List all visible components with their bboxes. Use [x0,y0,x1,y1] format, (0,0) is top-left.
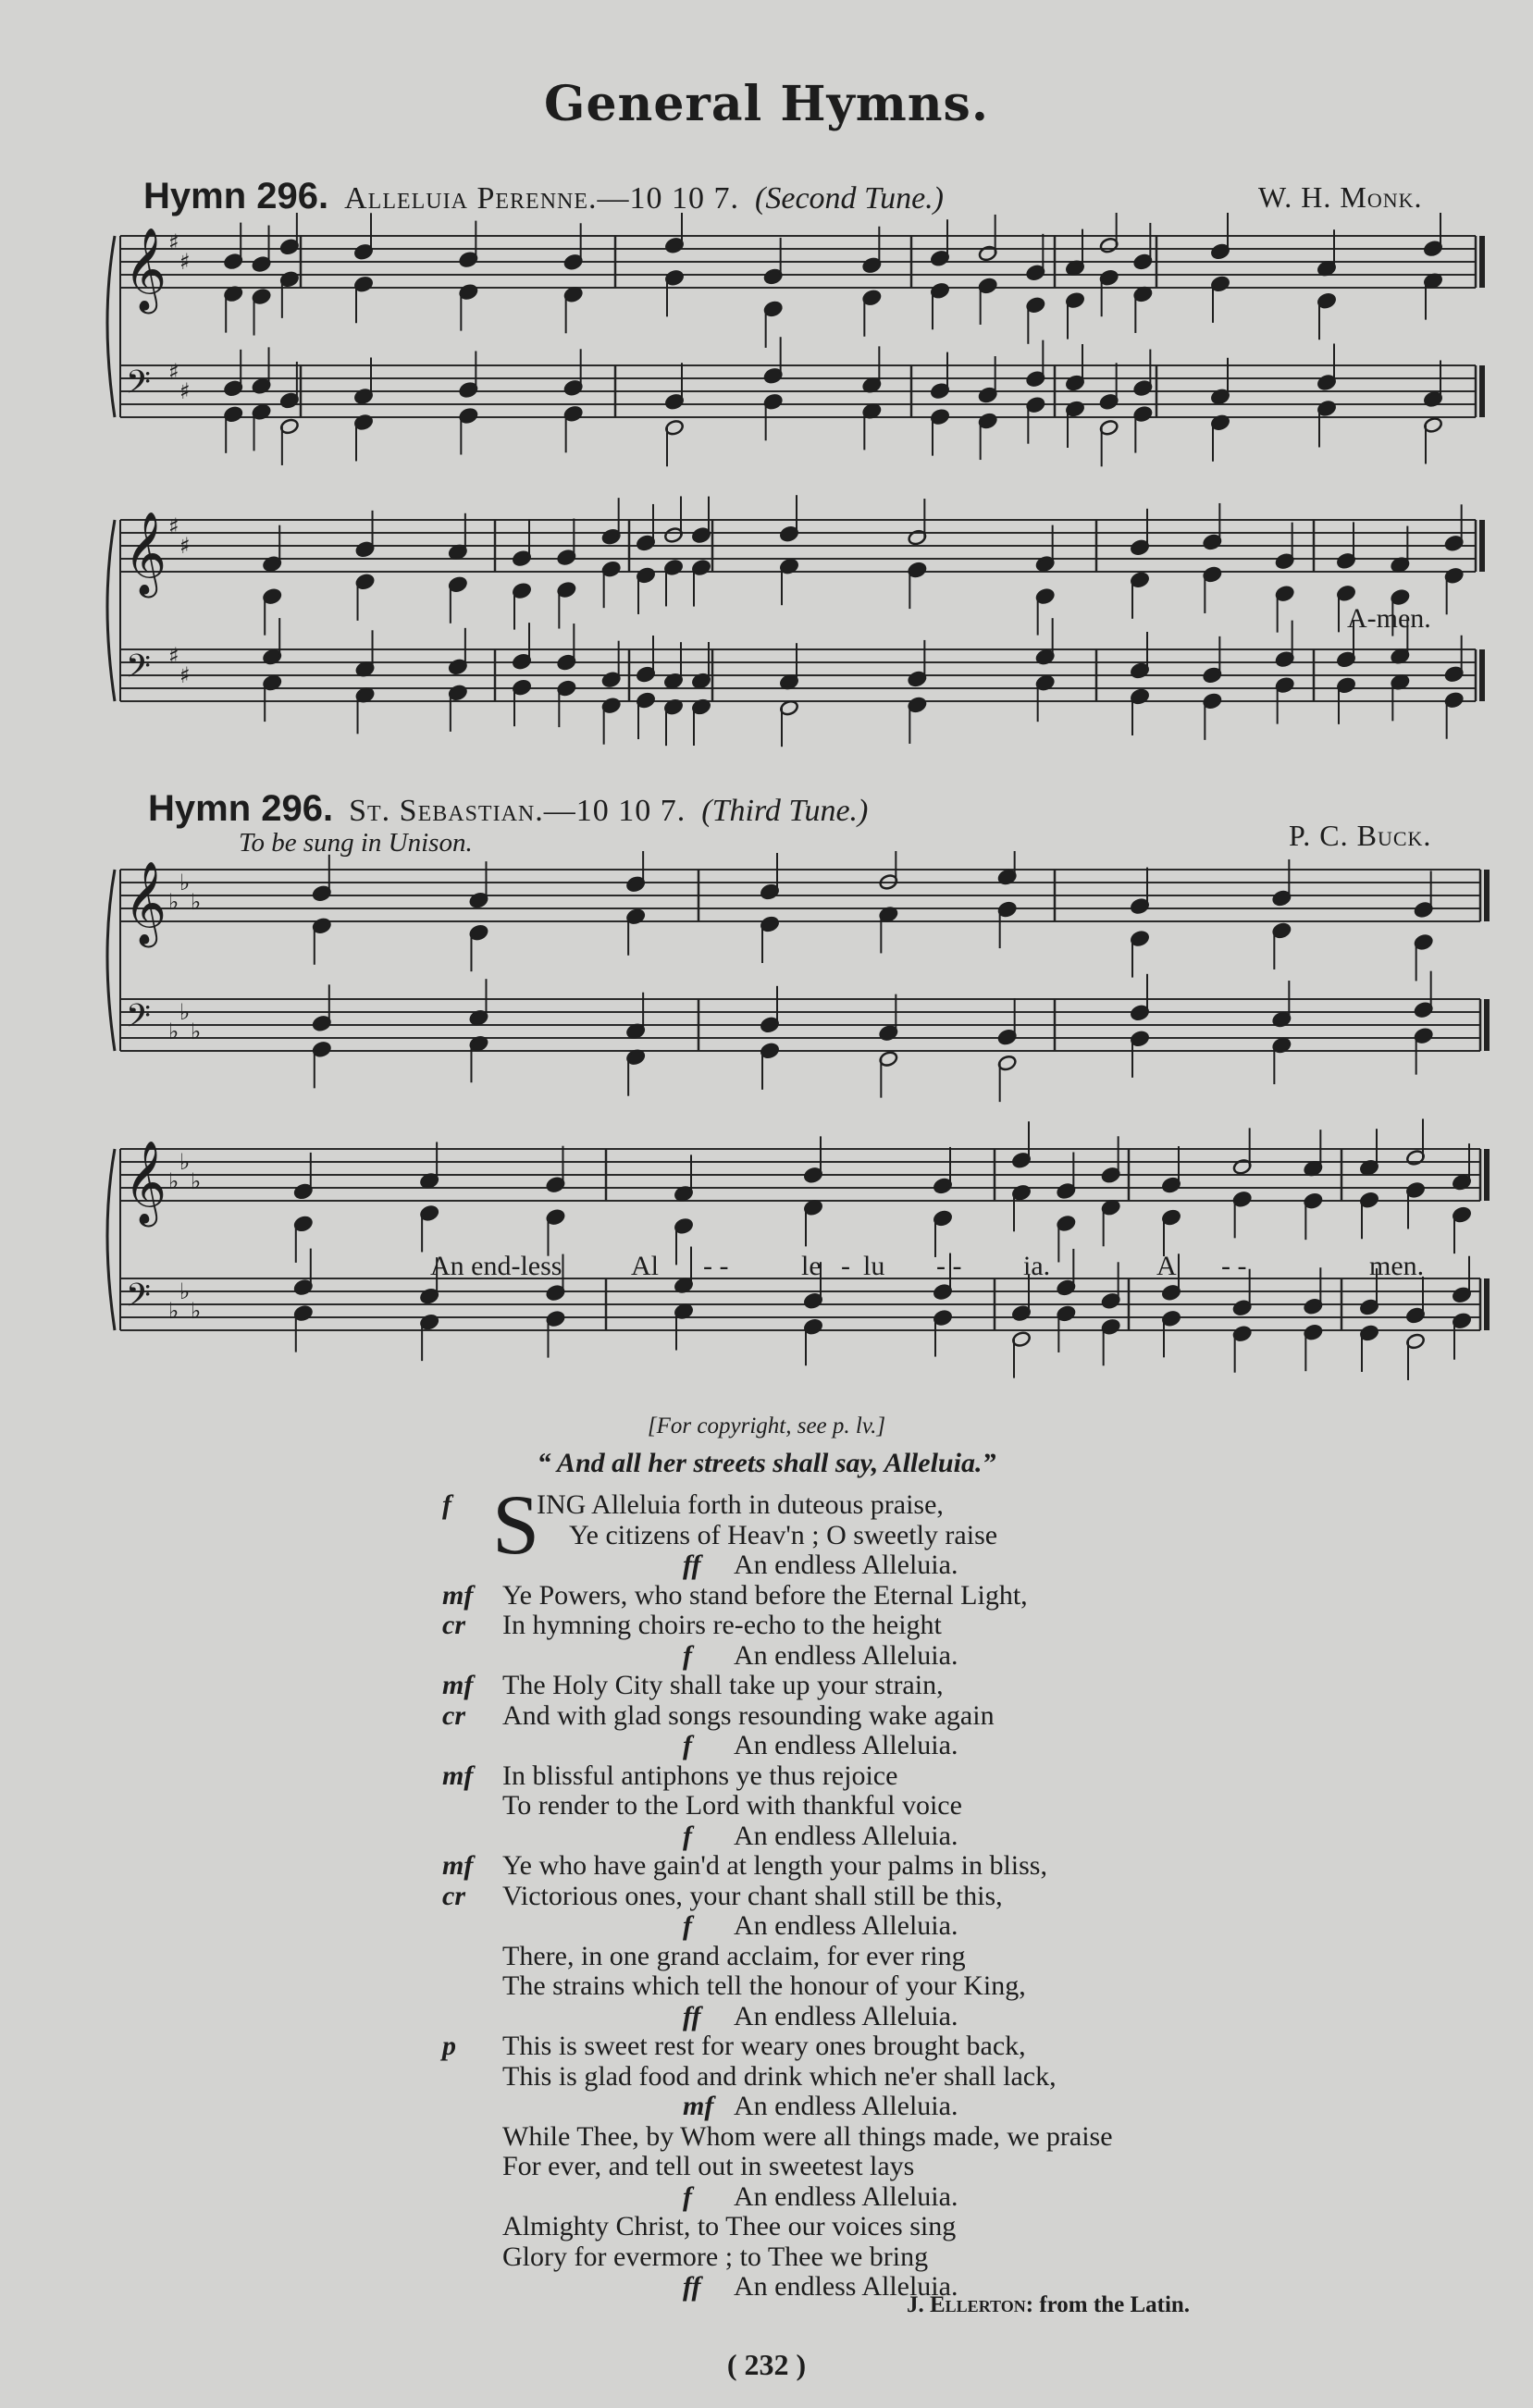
underlay-dash: - - [936,1251,962,1281]
key-signature: ♯ [168,229,179,255]
copyright-note: [For copyright, see p. lv.] [647,1414,886,1439]
verse-text: And with glad songs resounding wake again [502,1699,995,1731]
hymn-b-composer: P. C. Buck. [1289,819,1432,852]
attribution [907,2292,1190,2318]
hymn-b-direction: To be sung in Unison. [239,828,473,858]
dynamic-mark: f [683,1730,692,1760]
verse-text: An endless Alleluia. [734,2271,958,2302]
dynamic-mark: cr [442,1610,465,1640]
page-number: ( 232 ) [726,2348,807,2381]
verse-text: Ye Powers, who stand before the Eternal Light, [502,1579,1028,1611]
dynamic-mark: f [683,1910,692,1941]
drop-cap: S [492,1477,540,1572]
verse-text: The Holy City shall take up your strain, [502,1670,944,1700]
verse-text: For ever, and tell out in sweetest lays [502,2151,915,2181]
verse-text: While Thee, by Whom were all things made, we praise [502,2120,1113,2152]
dynamic-mark: mf [442,1579,474,1611]
verse-text: This is glad food and drink which ne'er shall lack, [502,2060,1057,2092]
hymn-a-heading [143,176,944,217]
underlay-ia: ia. [1023,1251,1051,1281]
verse-text: ING Alleluia forth in duteous praise, [537,1489,944,1520]
page-title: General Hymns. [544,76,989,132]
verse-text: An endless Alleluia. [734,2000,958,2031]
verse-text: The strains which tell the honour of your King, [502,1970,1026,2001]
scripture-motto: “ And all her streets shall say, Alleluia.” [537,1448,996,1478]
key-signature: ♯ [168,643,179,669]
dynamic-mark: ff [683,2000,701,2031]
underlay-an-endless: An end-less [430,1251,563,1281]
verse-text: An endless Alleluia. [734,1730,958,1760]
dynamic-mark: f [683,1639,692,1671]
hymn-a-tune: Alleluia Perenne.—10 10 7. [344,181,740,216]
key-signature: ♭ [191,1298,202,1324]
dynamic-mark: mf [683,2091,714,2121]
hymn-b-tune: St. Sebastian.—10 10 7. [349,794,686,828]
dynamic-mark: f [683,1820,692,1851]
key-signature: ♯ [168,513,179,539]
verse-text: Victorious ones, your chant shall still be this, [502,1880,1003,1911]
hymn-b-heading [148,788,868,830]
dynamic-mark: ff [683,1550,701,1580]
underlay-al: Al [631,1251,659,1281]
hymn-b-tune-version: (Third Tune.) [701,794,869,828]
dynamic-mark: ff [683,2271,701,2302]
hymn-a-score [0,213,1533,805]
verse-text: Glory for evermore ; to Thee we bring [502,2241,929,2272]
verse-text: Almighty Christ, to Thee our voices sing [502,2211,957,2241]
system-brace [107,870,115,1051]
dynamic-mark: f [683,2180,692,2212]
key-signature: ♯ [168,359,179,385]
underlay-dash: - [841,1251,850,1281]
key-signature: ♭ [191,1168,202,1194]
dynamic-mark: mf [442,1850,474,1881]
key-signature: ♯ [179,533,191,559]
underlay-dash: - - [703,1251,729,1281]
verse-text: There, in one grand acclaim, for ever ring [502,1940,966,1971]
key-signature: ♭ [179,1149,191,1175]
system-brace [107,1149,115,1330]
dynamic-mark: mf [442,1670,474,1700]
key-signature: ♭ [179,1278,191,1304]
dynamic-mark: f [442,1489,451,1520]
hymn-a-composer: W. H. Monk. [1258,180,1423,214]
key-signature: ♭ [168,889,179,915]
key-signature: ♭ [168,1168,179,1194]
underlay-men: men. [1369,1251,1425,1281]
underlay-le: le [801,1251,822,1281]
key-signature: ♯ [179,662,191,688]
treble-clef: 𝄞 [124,512,167,595]
verse-text: An endless Alleluia. [734,1820,958,1851]
system-brace [107,520,115,701]
hymn-a-amen: A-men. [1347,603,1431,634]
verse-text: To render to the Lord with thankful voice [502,1790,962,1821]
key-signature: ♭ [179,999,191,1025]
key-signature: ♭ [191,889,202,915]
verse-text: An endless Alleluia. [734,1550,958,1580]
bass-clef: 𝄢 [126,996,152,1043]
verse-text: In blissful antiphons ye thus rejoice [502,1760,898,1791]
key-signature: ♯ [179,249,191,275]
verse-text: Ye who have gain'd at length your palms in bliss, [502,1850,1047,1881]
dynamic-mark: cr [442,1880,465,1911]
verse-text: An endless Alleluia. [734,2091,958,2121]
key-signature: ♭ [191,1019,202,1044]
verse-text: An endless Alleluia. [734,1639,958,1671]
hymn-a-tune-version: (Second Tune.) [755,181,944,216]
attribution-source: : from the Latin. [1025,2292,1191,2317]
verse-text: An endless Alleluia. [734,1910,958,1941]
key-signature: ♭ [168,1019,179,1044]
treble-clef: 𝄞 [124,861,167,945]
dynamic-mark: mf [442,1760,474,1791]
verse-text: This is sweet rest for weary ones brought back, [502,2031,1026,2061]
bass-clef: 𝄢 [126,647,152,693]
hymn-b-score [0,851,1533,1406]
attribution-author: J. Ellerton [907,2292,1026,2317]
verse-text: In hymning choirs re-echo to the height [502,1610,942,1640]
dynamic-mark: p [442,2031,456,2061]
treble-clef: 𝄞 [124,1141,167,1224]
verse-text: Ye citizens of Heav'n ; O sweetly raise [569,1519,998,1550]
verse-text: An endless Alleluia. [734,2180,958,2212]
bass-clef: 𝄢 [126,363,152,409]
hymn-a-number: Hymn 296. [143,176,329,216]
key-signature: ♭ [179,870,191,895]
underlay-a: A [1156,1251,1177,1281]
bass-clef: 𝄢 [126,1276,152,1322]
underlay-dash: - - [1221,1251,1247,1281]
dynamic-mark: cr [442,1699,465,1731]
key-signature: ♯ [179,378,191,404]
treble-clef: 𝄞 [124,228,167,311]
key-signature: ♭ [168,1298,179,1324]
system-brace [107,236,115,417]
hymn-b-number: Hymn 296. [148,788,334,829]
underlay-lu: lu [863,1251,885,1281]
